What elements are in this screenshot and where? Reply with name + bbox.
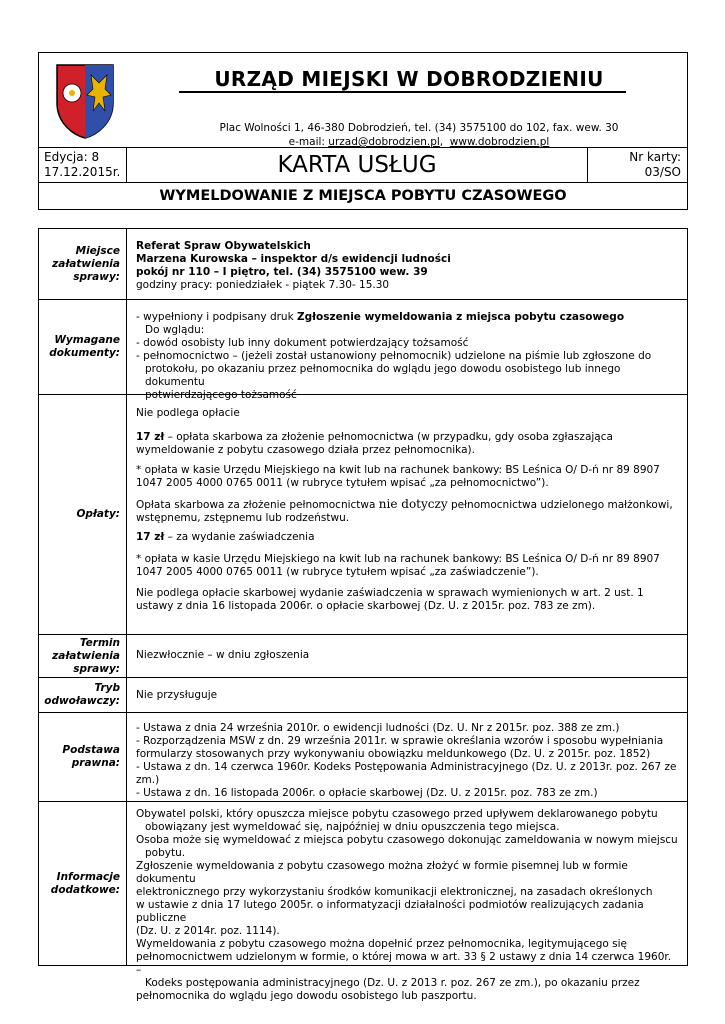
row-documents xyxy=(39,300,687,401)
row-info xyxy=(39,802,687,1002)
office-hours: godziny pracy: poniedziałek - piątek 7.30- 15.30 xyxy=(136,279,390,291)
row-place xyxy=(39,229,687,300)
room-phone: pokój nr 110 – I piętro, tel. (34) 3575100 wew. 39 xyxy=(136,266,428,278)
row-content xyxy=(128,300,687,402)
doc-item: - pełnomocnictwo – (jeżeli został ustanowiony pełnomocnik) udzielone na piśmie lub zgłoszone do xyxy=(136,350,652,362)
row-content xyxy=(128,395,687,613)
office-title: URZĄD MIEJSKI W DOBRODZIENIU xyxy=(214,67,604,91)
legal-item: - Ustawa z dnia 24 września 2010r. o ewidencji ludności (Dz. U. Nr z 2015r. poz. 388 ze zm.) xyxy=(136,722,620,734)
info-line: w ustawie z dnia 17 lutego 2005r. o informatyzacji działalności podmiotów realizujących zadania publiczne xyxy=(136,899,644,924)
row-content xyxy=(128,802,687,1003)
info-line: pobytu. xyxy=(145,847,186,859)
service-table xyxy=(38,228,688,1002)
row-legal xyxy=(39,713,687,802)
row-label: Miejsce załatwienia sprawy: xyxy=(39,229,127,299)
row-label: Termin załatwienia sprawy: xyxy=(39,635,127,677)
department-name: Referat Spraw Obywatelskich xyxy=(136,240,311,252)
legal-item: - Ustawa z dn. 14 czerwca 1960r. Kodeks Postępowania Administracyjnego (Dz. U. z 2013r. poz. 267 ze zm.) xyxy=(136,761,677,786)
info-line: Wymeldowania z pobytu czasowego można dopełnić przez pełnomocnika, legitymującego się xyxy=(136,938,627,950)
legal-item: - Rozporządzenia MSW z dn. 29 września 2011r. w sprawie określania wzorów i sposobu wypełniania formularzy stosowanych przy wykonywaniu obowiązku meldunkowego (Dz. U. z 2015r. poz. 1852) xyxy=(136,735,664,760)
doc-item: - wypełniony i podpisany druk Zgłoszenie wymeldowania z miejsca pobytu czasowego xyxy=(136,311,625,323)
fee-text: 17 zł – opłata skarbowa za złożenie pełnomocnictwa (w przypadku, gdy osoba zgłaszająca wymeldowanie z pobytu czasowego działa przez pełnomocnika). xyxy=(136,431,613,456)
email-link[interactable]: urzad@dobrodzien.pl xyxy=(328,136,440,148)
row-content xyxy=(128,229,687,292)
row-content xyxy=(128,713,687,800)
fee-text: Nie podlega opłacie skarbowej wydanie zaświadczenia w sprawach wymienionych w art. 2 ust. 1 ustawy z dnia 16 listopada 2006r. o opłacie skarbowej (Dz. U. z 2015r. poz. 783 ze zm). xyxy=(136,587,644,612)
contact-person: Marzena Kurowska – inspektor d/s ewidencji ludności xyxy=(136,253,451,265)
document-header xyxy=(38,52,688,210)
row-fees xyxy=(39,395,687,635)
document-title: WYMELDOWANIE Z MIEJSCA POBYTU CZASOWEGO xyxy=(159,188,567,204)
card-number xyxy=(587,148,687,182)
card-number-value: 03/SO xyxy=(644,165,681,179)
fee-text: Opłata skarbowa za złożenie pełnomocnictwa nie dotyczy pełnomocnictwa udzielonego małżonkowi, wstępnemu, zstępnemu lub rodzeństwu. xyxy=(136,497,673,524)
office-address xyxy=(199,121,639,149)
info-line: Zgłoszenie wymeldowania z pobytu czasowego można złożyć w formie pisemnej lub w formie dokumentu xyxy=(136,860,628,885)
fee-text: Nie podlega opłacie xyxy=(136,407,240,419)
info-line: pełnomocnika do wglądu jego dowodu osobistego lub paszportu. xyxy=(136,990,477,1002)
doc-subheading: Do wglądu: xyxy=(145,324,205,336)
address-line: Plac Wolności 1, 46-380 Dobrodzień, tel. (34) 3575100 do 102, fax. wew. 30 xyxy=(219,122,619,134)
doc-item: - dowód osobisty lub inny dokument potwierdzający tożsamość xyxy=(136,337,469,349)
info-line: obowiązany jest wymeldować się, najpóźniej w dniu opuszczenia tego miejsca. xyxy=(145,821,560,833)
info-line: Obywatel polski, który opuszcza miejsce pobytu czasowego przed upływem deklarowanego pobytu xyxy=(136,808,658,820)
row-content: Niezwłocznie – w dniu zgłoszenia xyxy=(136,649,310,661)
email-prefix: e-mail: xyxy=(288,136,329,148)
row-label: Podstawa prawna: xyxy=(39,713,127,801)
row-label: Wymagane dokumenty: xyxy=(39,300,127,394)
row-label: Opłaty: xyxy=(39,395,127,634)
card-info-row xyxy=(39,147,687,183)
fee-text: 17 zł – za wydanie zaświadczenia xyxy=(136,531,315,543)
title-underline xyxy=(179,91,626,93)
coat-of-arms-icon xyxy=(55,63,115,139)
edition-date: 17.12.2015r. xyxy=(44,165,121,179)
info-line: pełnomocnictwem udzielonym w formie, o której mowa w art. 33 § 2 ustawy z dnia 14 czerwca 1960r. – xyxy=(136,951,672,976)
website-link[interactable]: www.dobrodzien.pl xyxy=(449,136,550,148)
row-appeal xyxy=(39,678,687,713)
row-label: Tryb odwoławczy: xyxy=(39,678,127,712)
row-label: Informacje dodatkowe: xyxy=(39,802,127,965)
info-line: Osoba może się wymeldować z miejsca pobytu czasowego dokonując zameldowania w nowym miejscu xyxy=(136,834,678,846)
info-line: (Dz. U. z 2014r. poz. 1114). xyxy=(136,925,280,937)
link-separator: , xyxy=(439,136,450,148)
card-number-label: Nr karty: xyxy=(629,150,681,164)
fee-text: * opłata w kasie Urzędu Miejskiego na kwit lub na rachunek bankowy: BS Leśnica O/ D-ń nr 89 8907 1047 2005 4000 0765 0011 (w rubryce tytułem wpisać „za zaświadczenie”). xyxy=(136,553,660,578)
edition-label: Edycja: 8 xyxy=(44,150,100,164)
doc-item-cont: protokołu, po okazaniu przez pełnomocnika do wglądu jego dowodu osobistego lub innego dokumentu xyxy=(145,363,621,388)
row-content: Nie przysługuje xyxy=(136,689,218,701)
info-line: elektronicznego przy wykorzystaniu środków komunikacji elektronicznej, na zasadach określonych xyxy=(136,886,653,898)
card-title: KARTA USŁUG xyxy=(277,152,437,178)
edition-info xyxy=(39,148,127,182)
doc-item-cont: potwierdzającego tożsamość xyxy=(145,389,297,401)
row-deadline xyxy=(39,635,687,678)
fee-text: * opłata w kasie Urzędu Miejskiego na kwit lub na rachunek bankowy: BS Leśnica O/ D-ń nr 89 8907 1047 2005 4000 0765 0011 (w rubryce tytułem wpisać „za pełnomocnictwo”). xyxy=(136,464,660,489)
info-line: Kodeks postępowania administracyjnego (Dz. U. z 2013 r. poz. 267 ze zm.), po okazaniu przez xyxy=(145,977,640,989)
legal-item: - Ustawa z dn. 16 listopada 2006r. o opłacie skarbowej (Dz. U. z 2015r. poz. 783 ze zm.) xyxy=(136,787,598,799)
